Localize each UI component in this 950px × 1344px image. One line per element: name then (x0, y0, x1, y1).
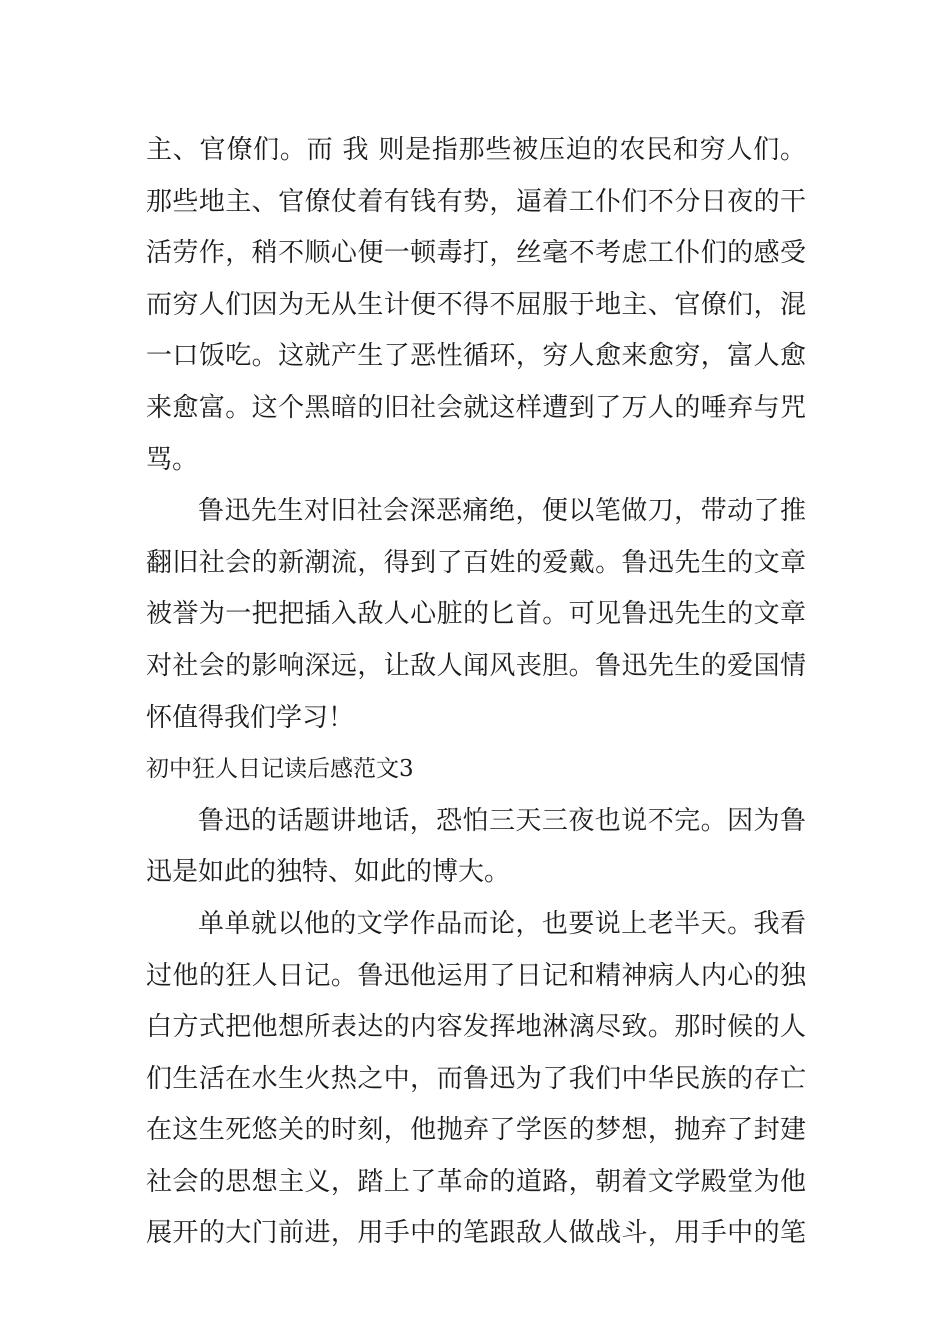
text-line: 而穷人们因为无从生计便不得不屈服于地主、官僚们，混 (146, 289, 806, 320)
text-line: 白方式把他想所表达的内容发挥地淋漓尽致。那时候的人 (146, 1012, 806, 1043)
text-line: 鲁迅的话题讲地话，恐怕三天三夜也说不完。因为鲁 (198, 805, 806, 836)
text-line: 被誉为一把把插入敌人心脏的匕首。可见鲁迅先生的文章 (146, 599, 806, 630)
text-line: 活劳作，稍不顺心便一顿毒打，丝毫不考虑工仆们的感受 (146, 238, 806, 269)
text-line: 在这生死悠关的时刻，他抛弃了学医的梦想，抛弃了封建 (146, 1115, 806, 1146)
text-line: 迅是如此的独特、如此的博大。 (146, 857, 511, 888)
text-line: 鲁迅先生对旧社会深恶痛绝，便以笔做刀，带动了推 (198, 496, 806, 527)
paragraph-1 (146, 125, 806, 486)
text-line: 那些地主、官僚仗着有钱有势，逼着工仆们不分日夜的干 (146, 186, 806, 217)
text-line: 展开的大门前进，用手中的笔跟敌人做战斗，用手中的笔 (146, 1218, 806, 1249)
text-line: 来愈富。这个黑暗的旧社会就这样遭到了万人的唾弃与咒 (146, 392, 806, 423)
text-line: 单单就以他的文学作品而论，也要说上老半天。我看 (198, 908, 806, 939)
text-line: 一口饭吃。这就产生了恶性循环，穷人愈来愈穷，富人愈 (146, 341, 806, 372)
text-line: 骂。 (146, 444, 199, 475)
text-line: 社会的思想主义，踏上了革命的道路，朝着文学殿堂为他 (146, 1166, 806, 1197)
document-page (146, 125, 806, 1260)
text-line: 主、官僚们。而 我 则是指那些被压迫的农民和穷人们。 (146, 135, 806, 165)
text-line: 翻旧社会的新潮流，得到了百姓的爱戴。鲁迅先生的文章 (146, 547, 806, 578)
text-line: 怀值得我们学习！ (146, 702, 355, 733)
paragraph-4 (146, 899, 806, 1260)
text-line: 对社会的影响深远，让敌人闻风丧胆。鲁迅先生的爱国情 (146, 650, 806, 681)
text-line: 们生活在水生火热之中，而鲁迅为了我们中华民族的存亡 (146, 1063, 806, 1094)
paragraph-3 (146, 796, 806, 899)
paragraph-2 (146, 486, 806, 744)
text-line: 过他的狂人日记。鲁迅他运用了日记和精神病人内心的独 (146, 960, 806, 991)
section-heading: 初中狂人日记读后感范文3 (146, 756, 414, 783)
